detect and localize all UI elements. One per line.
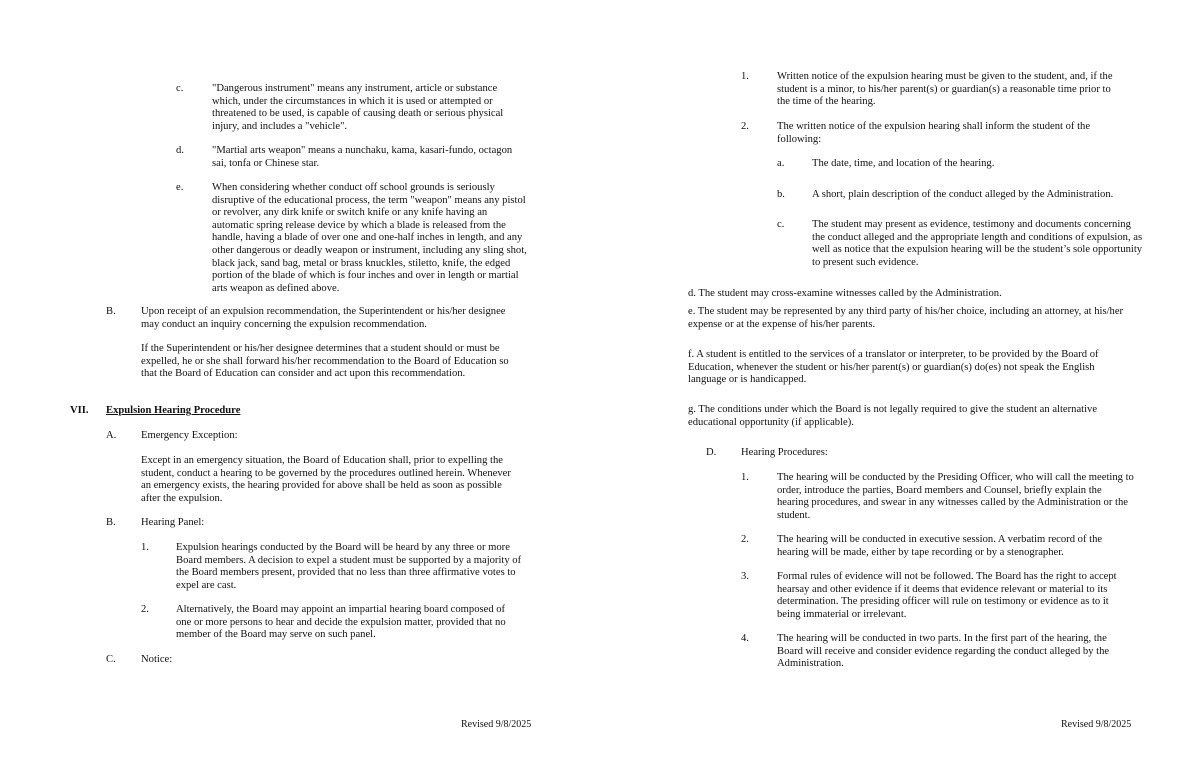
item-2-label: 2. bbox=[141, 604, 149, 615]
notice-c-label: c. bbox=[777, 219, 785, 230]
item-A-label: A. bbox=[106, 430, 117, 441]
item-e-text: When considering whether conduct off school grounds is seriously disruptive of the educational process, the term "weapon" means any pistol or revolver, any dirk knife or switch knife or any knife having an automatic spring release device by which a blade is released from the handle, having a blade of over one and one-half inches in length, and any other dangerous or deadly weapon or instrument, including any sling shot, black jack, sand bag, metal or brass knuckles, stiletto, knife, the edged portion of the blade of which is four inches and over in length or martial arts weapon as defined above. bbox=[212, 182, 527, 294]
notice-2-label: 2. bbox=[741, 121, 749, 132]
item-B2-label: B. bbox=[106, 517, 116, 528]
notice-1-label: 1. bbox=[741, 71, 749, 82]
notice-f-text: f. A student is entitled to the services of a translator or interpreter, to be provided by the Board of Education, whenever the student or his/her parent(s) or guardian(s) do(es) not speak the English language or is handicapped. bbox=[688, 349, 1099, 386]
section-number: VII. bbox=[70, 405, 89, 416]
item-d-label: d. bbox=[176, 145, 184, 156]
item-c-label: c. bbox=[176, 83, 184, 94]
footer-revised-right: Revised 9/8/2025 bbox=[1061, 719, 1132, 730]
item-D-title: Hearing Procedures: bbox=[741, 447, 828, 458]
notice-b-text: A short, plain description of the conduct alleged by the Administration. bbox=[812, 189, 1114, 200]
item-B2-title: Hearing Panel: bbox=[141, 517, 205, 528]
section-title: Expulsion Hearing Procedure bbox=[106, 405, 241, 416]
item-d-text: "Martial arts weapon" means a nunchaku, kama, kasari-fundo, octagon sai, tonfa or Chinese star. bbox=[212, 145, 513, 169]
procedure-1-label: 1. bbox=[741, 472, 749, 483]
item-e-label: e. bbox=[176, 182, 184, 193]
notice-g-text: g. The conditions under which the Board is not legally required to give the student an alternative educational opportunity (if applicable). bbox=[688, 404, 1098, 428]
procedure-4-text: The hearing will be conducted in two parts. In the first part of the hearing, the Board will receive and consider evidence regarding the conduct alleged by the Administration. bbox=[777, 633, 1110, 670]
item-B-label: B. bbox=[106, 306, 116, 317]
item-C-label: C. bbox=[106, 654, 116, 665]
procedure-1-text: The hearing will be conducted by the Presiding Officer, who will call the meeting to order, introduce the parties, Board members and Counsel, briefly explain the hearing procedures, and swear in any witnesses called by the Administration or the student. bbox=[777, 472, 1134, 521]
item-1-label: 1. bbox=[141, 542, 149, 553]
item-D-label: D. bbox=[706, 447, 717, 458]
notice-2-text: The written notice of the expulsion hearing shall inform the student of the following: bbox=[777, 121, 1091, 145]
notice-a-label: a. bbox=[777, 158, 785, 169]
notice-c-text: The student may present as evidence, testimony and documents concerning the conduct alleged and the appropriate length and conditions of expulsion, as well as notice that the expulsion hearing will be the student’s sole opportunity to present such evidence. bbox=[812, 219, 1143, 268]
item-A-title: Emergency Exception: bbox=[141, 430, 238, 441]
notice-b-label: b. bbox=[777, 189, 785, 200]
procedure-3-text: Formal rules of evidence will not be followed. The Board has the right to accept hearsay and other evidence if it deems that evidence relevant or material to its determination. The presiding officer will rule on testimony or evidence as to it being immaterial or irrelevant. bbox=[777, 571, 1117, 620]
procedure-2-label: 2. bbox=[741, 534, 749, 545]
item-A-text: Except in an emergency situation, the Board of Education shall, prior to expelling the student, conduct a hearing to be governed by the procedures outlined herein. Whenever an emergency exists, the hearing provided for above shall be held as soon as possible after the expulsion. bbox=[141, 455, 511, 504]
notice-a-text: The date, time, and location of the hearing. bbox=[812, 158, 995, 169]
item-1-text: Expulsion hearings conducted by the Board will be heard by any three or more Board members. A decision to expel a student must be supported by a majority of the Board members present, provided that no less than three affirmative votes to expel are cast. bbox=[176, 542, 522, 591]
notice-d-text: d. The student may cross-examine witnesses called by the Administration. bbox=[688, 288, 1002, 299]
item-C-title: Notice: bbox=[141, 654, 173, 665]
item-B-text: Upon receipt of an expulsion recommendation, the Superintendent or his/her designee may conduct an inquiry concerning the expulsion recommendation. bbox=[141, 306, 506, 330]
procedure-4-label: 4. bbox=[741, 633, 749, 644]
procedure-3-label: 3. bbox=[741, 571, 749, 582]
item-B-text-2: If the Superintendent or his/her designee determines that a student should or must be expelled, he or she shall forward his/her recommendation to the Board of Education so that the Board of Education can consider and act upon this recommendation. bbox=[141, 343, 509, 380]
notice-e-text: e. The student may be represented by any third party of his/her choice, including an attorney, at his/her expense or at the expense of his/her parents. bbox=[688, 306, 1124, 330]
notice-1-text: Written notice of the expulsion hearing must be given to the student, and, if the student is a minor, to his/her parent(s) or guardian(s) a reasonable time prior to the time of the hearing. bbox=[777, 71, 1113, 108]
item-c-text: "Dangerous instrument" means any instrument, article or substance which, under the circumstances in which it is used or attempted or threatened to be used, is capable of causing death or serious physical injury, and includes a "vehicle". bbox=[212, 83, 504, 132]
footer-revised-left: Revised 9/8/2025 bbox=[461, 719, 532, 730]
right-page bbox=[600, 0, 1200, 776]
item-2-text: Alternatively, the Board may appoint an impartial hearing board composed of one or more persons to hear and decide the expulsion matter, provided that no member of the Board may serve on such panel. bbox=[176, 604, 506, 641]
procedure-2-text: The hearing will be conducted in executive session. A verbatim record of the hearing will be made, either by tape recording or by a stenographer. bbox=[777, 534, 1103, 558]
